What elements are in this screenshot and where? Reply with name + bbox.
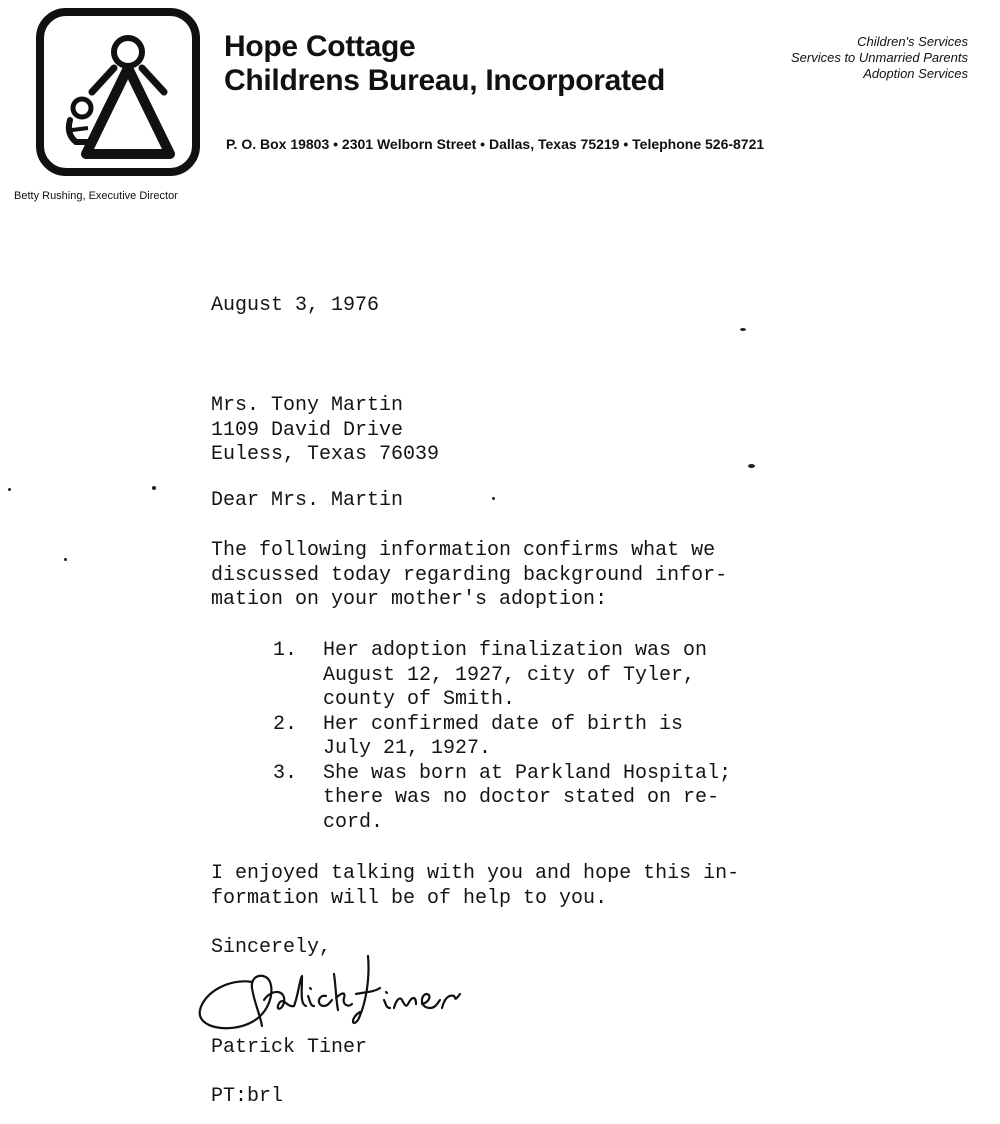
list-item-line: cord.: [323, 810, 384, 834]
service-item: Adoption Services: [863, 66, 968, 81]
service-item: Children's Services: [857, 34, 968, 49]
scan-speck: [748, 464, 755, 468]
letter-date: August 3, 1976: [211, 294, 380, 317]
executive-director: Betty Rushing, Executive Director: [14, 190, 178, 202]
reference-initials: PT:brl: [211, 1085, 284, 1108]
organization-name: [224, 30, 665, 98]
signer-name: Patrick Tiner: [211, 1036, 368, 1059]
complimentary-close: Sincerely,: [211, 936, 332, 959]
list-item-line: county of Smith.: [323, 688, 516, 711]
recipient-line: Mrs. Tony Martin: [211, 394, 404, 417]
paragraph-line: formation will be of help to you.: [211, 886, 608, 910]
closing-paragraph: [211, 862, 739, 911]
list-item-line: July 21, 1927.: [323, 737, 492, 760]
paragraph-line: I enjoyed talking with you and hope this in-: [211, 862, 740, 885]
organization-name-line-1: Hope Cottage: [224, 30, 416, 63]
scan-speck: [740, 328, 746, 331]
handwritten-signature: [190, 948, 480, 1038]
services-list: [791, 34, 968, 82]
list-item-number: 2.: [273, 712, 298, 736]
scan-speck: [492, 497, 495, 500]
recipient-line: Euless, Texas 76039: [211, 443, 440, 466]
service-item: Services to Unmarried Parents: [790, 50, 968, 65]
scan-speck: [64, 558, 67, 561]
mother-and-child-logo-icon: [36, 8, 200, 176]
list-item-line: August 12, 1927, city of Tyler,: [323, 663, 696, 687]
recipient-address: [211, 394, 439, 468]
list-item-line: She was born at Parkland Hospital;: [323, 761, 732, 785]
numbered-list: [211, 639, 731, 835]
list-item-number: 1.: [273, 639, 298, 662]
organization-name-line-2: Childrens Bureau, Incorporated: [224, 64, 666, 97]
intro-paragraph: [211, 539, 727, 613]
organization-address: P. O. Box 19803 • 2301 Welborn Street • Dallas, Texas 75219 • Telephone 526-8721: [226, 136, 765, 152]
paragraph-line: discussed today regarding background infor-: [211, 563, 728, 587]
paragraph-line: mation on your mother's adoption:: [211, 588, 608, 611]
list-item-number: 3.: [273, 761, 298, 785]
list-item-line: Her adoption finalization was on: [323, 639, 708, 662]
paragraph-line: The following information confirms what we: [211, 539, 716, 562]
list-item: [211, 713, 731, 762]
scan-speck: [8, 488, 11, 491]
list-item: [211, 639, 731, 713]
list-item-line: Her confirmed date of birth is: [323, 712, 684, 736]
list-item-line: there was no doctor stated on re-: [323, 786, 720, 809]
salutation: Dear Mrs. Martin: [211, 489, 404, 512]
scan-speck: [152, 486, 156, 490]
list-item: [211, 762, 731, 836]
recipient-line: 1109 David Drive: [211, 418, 404, 442]
